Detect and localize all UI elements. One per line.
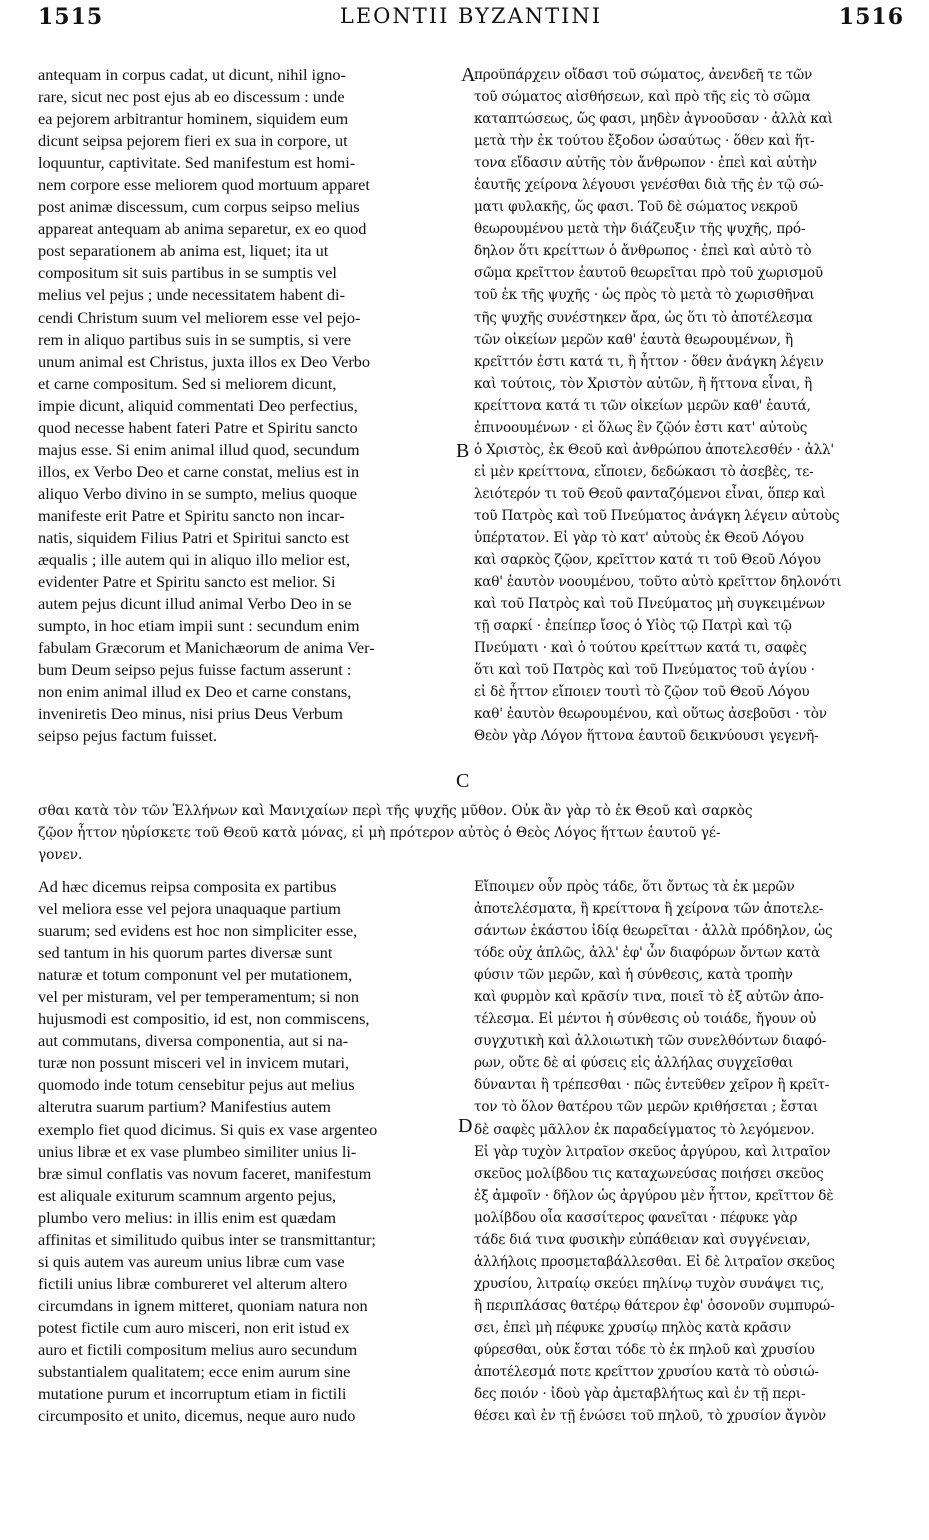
margin-marker-a: A <box>461 64 476 86</box>
margin-marker-b: B <box>456 440 470 462</box>
running-title: LEONTII BYZANTINI <box>339 4 603 28</box>
latin-column-bottom: Ad hæc dicemus reipsa composita ex partibus vel meliora esse vel pejora unaquaque partium suarum; sed evidens est hoc non simpliciter esse, sed tantum in his quorum partes diversæ sunt naturæ et totum componunt vel per mutationem, vel per misturam, vel per temperamentum; si non hujusmodi est compositio, id est, non commiscens, aut commutans, diversa componentia, aut si na- turæ non possunt misceri vel in invicem mutari, quomodo inde totum censebitur pejus aut melius alterutra suarum partium? Manifestius autem exemplo fiet quod dicimus. Si quis ex vase argenteo unius libræ et ex vase plumbeo similiter unius li- bræ simul conflatis vas novum faceret, manifestum est aliquale exiturum scamnum argento pejus, plumbo vero melius: in illis enim est quædam affinitas et similitudo quibus inter se transmittantur; si quis autem vas aureum unius libræ cum vase fictili unius libræ combureret vel alterum altero circumdans in ignem mitteret, quoniam natura non potest fictile cum auro misceri, non erit istud ex auro et fictili compositum melius auro secundum substantialem qualitatem; ecce enim aurum sine mutatione purum et incorruptum etiam in fictili circumposito et unito, dicemus, neque auro nudo <box>38 877 378 1426</box>
latin-column-top: antequam in corpus cadat, ut dicunt, nihil igno- rare, sicut nec post ejus ab eo discessum : unde ea pejorem arbitrantur hominem, siquidem eum dicunt seipsa pejorem fieri ex sua in corpore, ut loquuntur, captivitate. Sed manifestum est homi- nem corpore esse meliorem quod mortuum apparet post animæ discessum, cum corpus seipso melius appareat antequam ab anima separetur, ex eo quod post separationem ab anima est, liquet; ita ut compositum sit suis partibus in se sumptis vel melius vel pejus ; unde necessitatem habent di- cendi Christum suum vel meliorem esse vel pejo- rem in aliquo partibus suis in se sumptis, si vere unum animal est Christus, juxta illos ex Deo Verbo et carne compositum. Sed si meliorem dicunt, impie dicunt, aliquid commentati Deo perfectius, quod necesse habent fateri Patre et Spiritu sancto majus esse. Si enim animal illud quod, secundum illos, ex Verbo Deo et carne constat, melius est in aliquo Verbo divino in se sumpto, melius quoque manifeste erit Patre et Spiritu sancto non incar- natis, siquidem Filius Patri et Spiritui sancto est æqualis ; ille autem qui in aliquo illo melior est, evidenter Patre et Spiritu sancto est melior. Si autem pejus dicunt illud animal Verbo Deo in se sumpto, in hoc etiam impii sunt : secundum enim fabulam Græcorum et Manichæorum de anima Ver- bum Deum seipso pejus fuisse factum asserunt : non enim animal illud ex Deo et carne constans, inveniretis Deo minus, nisi prius Deus Verbum seipso pejus factum fuisset. <box>38 65 375 746</box>
greek-column-bottom: Εἴποιμεν οὖν πρὸς τάδε, ὅτι ὄντως τὰ ἐκ μερῶν ἀποτελέσματα, ἢ κρείττονα ἢ χείρονα τῶν ἀποτελε- σάντων ἑκάστου ἰδίᾳ θεωρεῖται · ἀλλὰ πρόδηλον, ὡς τόδε οὐχ ἁπλῶς, ἀλλ' ἐφ' ὧν διαφόρων ὄντων κατὰ φύσιν τῶν μερῶν, καὶ ἡ σύνθεσις, κατὰ τροπὴν καὶ φυρμὸν καὶ κρᾶσίν τινα, ποιεῖ τὸ ἐξ αὐτῶν ἀπο- τέλεσμα. Εἰ μέντοι ἡ σύνθεσις οὐ τοιάδε, ἤγουν οὐ συγχυτικὴ καὶ ἀλλοιωτικὴ τῶν συνελθόντων διαφό- ρων, οὔτε δὲ αἱ φύσεις εἰς ἀλλήλας συγχεῖσθαι δύνανται ἢ τρέπεσθαι · πῶς ἐντεῦθεν χεῖρον ἢ κρεῖτ- τον τὸ ὅλον θατέρου τῶν μερῶν κριθήσεται ; ἔσται δὲ σαφὲς μᾶλλον ἐκ παραδείγματος τὸ λεγόμενον. Εἰ γὰρ τυχὸν λιτραῖον σκεῦος ἀργύρου, καὶ λιτραῖον σκεῦος μολίβδου τις καταχωνεύσας ποιήσει σκεῦος ἐξ ἀμφοῖν · δῆλον ὡς ἀργύρου μὲν ἧττον, κρεῖττον δὲ μολίβδου οἷα κασσίτερος φανεῖται · πέφυκε γὰρ τάδε διά τινα φυσικὴν εὐπάθειαν καὶ συγγένειαν, ἀλλήλοις προσμεταβάλλεσθαι. Εἰ δὲ λιτραῖον σκεῦος χρυσίου, λιτραίῳ σκεύει πηλίνῳ τυχὸν συνάψει τις, ἢ περιπλάσας θατέρῳ θάτερον ἐφ' ὁσονοῦν συμπυρώ- σει, ἐπεὶ μὴ πέφυκε χρυσίῳ πηλὸς κατὰ κρᾶσιν φύρεσθαι, οὐκ ἔσται τόδε τὸ ἐκ πηλοῦ καὶ χρυσίου ἀποτέλεσμά ποτε κρεῖττον χρυσίου κατὰ τὸ οὐσιώ- δες ποιόν · ἰδοὺ γὰρ ἀμεταβλήτως καὶ ἐν τῇ περι- θέσει καὶ ἐν τῇ ἑνώσει τοῦ πηλοῦ, τὸ χρυσίον ἄγνὸν <box>474 879 835 1425</box>
right-page-number: 1516 <box>838 4 904 30</box>
greek-column-top: προϋπάρχειν οἴδασι τοῦ σώματος, ἀνενδεῆ τε τῶν τοῦ σώματος αἰσθήσεων, καὶ πρὸ τῆς εἰς τὸ σῶμα καταπτώσεως, ὥς φασι, μηδὲν ἀγνοοῦσαν · ἀλλὰ καὶ μετὰ τὴν ἐκ τούτου ἔξοδον ὡσαύτως · ὅθεν καὶ ἥτ- τονα εἴδασιν αὐτῆς τὸν ἄνθρωπον · ἐπεὶ καὶ αὐτὴν ἑαυτῆς χείρονα λέγουσι γενέσθαι διὰ τῆς ἐν τῷ σώ- ματι φυλακῆς, ὥς φασι. Τοῦ δὲ σώματος νεκροῦ θεωρουμένου μετὰ τὴν διάζευξιν τῆς ψυχῆς, πρό- δηλον ὅτι κρείττων ὁ ἄνθρωπος · ἐπεὶ καὶ αὐτὸ τὸ σῶμα κρεῖττον ἑαυτοῦ θεωρεῖται πρὸ τοῦ χωρισμοῦ τοῦ ἐκ τῆς ψυχῆς · ὡς πρὸς τὸ μετὰ τὸ χωρισθῆναι τῆς ψυχῆς συνέστηκεν ἄρα, ὡς ὅτι τὸ ἀποτέλεσμα τῶν οἰκείων μερῶν καθ' ἑαυτὰ θεωρουμένων, ἢ κρεῖττόν ἐστι κατά τι, ἢ ἧττον · ὅθεν ἀνάγκη λέγειν καὶ τούτοις, τὸν Χριστὸν αὐτῶν, ἢ ἥττονα εἶναι, ἢ κρείττονα κατά τι τῶν οἰκείων μερῶν καθ' ἑαυτά, ἐπινοουμένων · εἰ ὅλως ἓν ζῷόν ἐστι κατ' αὐτοὺς ὁ Χριστὸς, ἐκ Θεοῦ καὶ ἀνθρώπου ἀποτελεσθέν · ἀλλ' εἰ μὲν κρείττονα, εἴποιεν, δεδώκασι τὸ ἀσεβὲς, τε- λειότερόν τι τοῦ Θεοῦ φανταζόμενοι εἶναι, ὅπερ καὶ τοῦ Πατρὸς καὶ τοῦ Πνεύματος ἀνάγκη λέγειν αὐτοὺς ὑπέρτατον. Εἰ γὰρ τὸ κατ' αὐτοὺς ἐκ Θεοῦ Λόγου καὶ σαρκὸς ζῷον, κρεῖττον κατά τι τοῦ Θεοῦ Λόγου καθ' ἑαυτὸν νοουμένου, τοῦτο αὐτὸ κρεῖττον δηλονότι καὶ τοῦ Πατρὸς καὶ τοῦ Πνεύματος μὴ συγκειμένων τῇ σαρκί · ἐπείπερ ἴσος ὁ Υἱὸς τῷ Πατρὶ καὶ τῷ Πνεύματι · καὶ ὁ τούτου κρείττων κατά τι, σαφὲς ὅτι καὶ τοῦ Πατρὸς καὶ τοῦ Πνεύματος τοῦ ἁγίου · εἰ δὲ ἧττον εἴποιεν τουτὶ τὸ ζῷον τοῦ Θεοῦ Λόγου καθ' ἑαυτὸν θεωρουμένου, καὶ οὕτως ἀσεβοῦσι · τὸν Θεὸν γὰρ Λόγον ἥττονα ἑαυτοῦ δεικνύουσι γεγενῆ- <box>474 67 842 745</box>
margin-marker-c: C <box>456 770 470 792</box>
left-page-number: 1515 <box>38 4 104 30</box>
margin-marker-d: D <box>458 1115 473 1137</box>
greek-full-width-text: σθαι κατὰ τὸν τῶν Ἑλλήνων καὶ Μανιχαίων περὶ τῆς ψυχῆς μῦθον. Οὐκ ἂν γὰρ τὸ ἐκ Θεοῦ καὶ σαρκὸς ζῷον ἧττον ηὑρίσκετε τοῦ Θεοῦ κατὰ μόνας, εἰ μὴ πρότερον αὐτὸς ὁ Θεὸς Λόγος ἥττων ἑαυτοῦ γέ- γονεν. <box>38 803 753 863</box>
page-header <box>38 4 904 38</box>
